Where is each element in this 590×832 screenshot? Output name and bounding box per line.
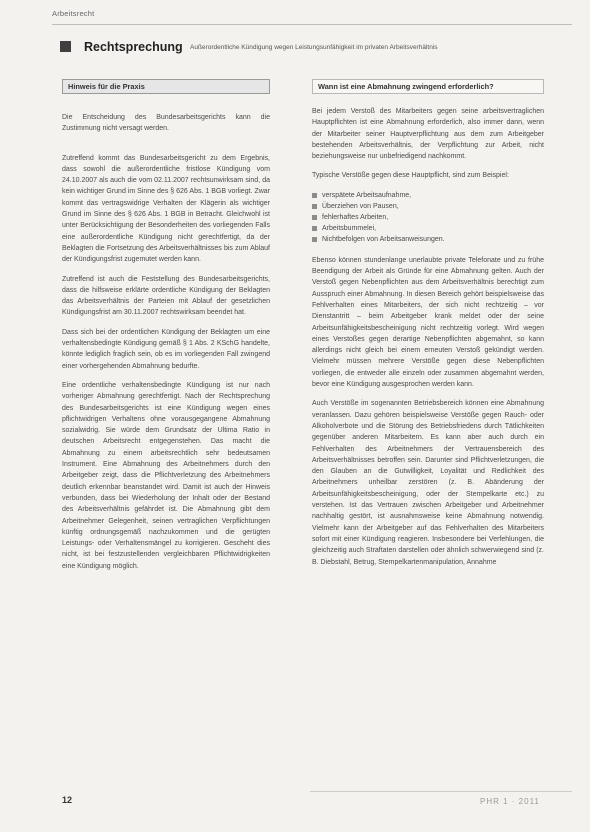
paragraph: Bei jedem Verstoß des Mitarbeiters gegen seine arbeitsvertraglichen Hauptpflichten ist eine Abmahnung erforderlich, also immer dann, wenn der Mitarbeiter seiner Hauptverpflichtung aus dem zum Arbeitgeber bestehenden Arbeitsverhältnis, der Verpflichtung zur Arbeit, nicht beziehungsweise nur unbefriedigend nachkommt. [312, 108, 544, 161]
square-bullet-icon [312, 226, 317, 231]
list-item: Überziehen von Pausen, [312, 201, 544, 212]
violation-list [312, 190, 544, 245]
paragraph: Zutreffend kommt das Bundesarbeitsgericht zu dem Ergebnis, dass sowohl die außerordentliche fristlose Kündigung vom 24.10.2007 als auch die vom 02.11.2007 rechtsunwirksam sind, da kein wichtiger Grund im Sinne des § 626 Abs. 1 BGB vorliegt. Zwar kommt das vertragswidrige Verhalten der Klägerin als wichtiger Grund im Sinne des § 626 Abs. 1 BGB in Betracht. Gleichwohl ist unter Berücksichtigung der Besonderheiten des vorliegenden Falls eine außerordentliche Kündigung nicht gerechtfertigt, da der Beklagten die Fortsetzung des Arbeitsverhältnisses bis zum Ablauf der Kündigungsfrist zugemutet werden kann. [62, 154, 270, 264]
list-item: Nichtbefolgen von Arbeitsanweisungen. [312, 234, 544, 245]
heading-marker-icon [60, 41, 71, 52]
list-item: verspätete Arbeitsaufnahme, [312, 190, 544, 201]
paragraph: Die Entscheidung des Bundesarbeitsgerichts kann die Zustimmung nicht versagt werden. [62, 114, 270, 133]
page-subtitle: Außerordentliche Kündigung wegen Leistungsunfähigkeit im privaten Arbeitsverhältnis [190, 44, 438, 51]
square-bullet-icon [312, 193, 317, 198]
square-bullet-icon [312, 215, 317, 220]
paragraph: Dass sich bei der ordentlichen Kündigung der Beklagten um eine verhaltensbedingte Kündigung gemäß § 1 Abs. 2 KSchG handelte, könnte lediglich fraglich sein, ob es im vorliegenden Fall zwingend einer vorhergehenden Abmahnung bedurfte. [62, 328, 270, 370]
paragraph: Typische Verstöße gegen diese Hauptpflicht, sind zum Beispiel: [312, 172, 509, 180]
footer-divider [310, 791, 572, 792]
right-column [312, 79, 544, 576]
paragraph: Eine ordentliche verhaltensbedingte Kündigung ist nur nach vorheriger Abmahnung gerechtfertigt. Nach der Rechtsprechung des Bundesarbeitsgerichts ist eine Kündigung wegen eines pflichtwidrigen Verhaltens ohne vorausgegangene Abmahnung sozialwidrig. Sie würde dem Grundsatz der Ultima Ratio in deutschen Arbeitsrecht entgegenstehen. Das macht die Abmahnung zu einem arbeitsrechtlich sehr bedeutsamen Instrument. Eine Abmahnung des Arbeitnehmers durch den Arbeitgeber zeigt, dass die Pflichtverletzung des Arbeitnehmers deutlich erkennbar beanstandet wird. Damit ist auch der Hinweis verbunden, dass bei Wiederholung der Inhalt oder der Bestand des Arbeitsverhältnis gefährdet ist. Die Abmahnung gibt dem Arbeitnehmer Gelegenheit, seinen vertraglichen Verpflichtungen künftig ordnungsgemäß nachzukommen und die gerügten Leistungs- oder Verhaltensmängel zu korrigieren. Gescheht dies nicht, ist bei festzustellenden vergleichbaren Pflichtwidrigkeiten eine Kündigung möglich. [62, 381, 270, 570]
page-title: Rechtsprechung [84, 40, 183, 54]
paragraph: Ebenso können stundenlange unerlaubte private Telefonate und zu frühe Beendigung der Arbeit als Gründe für eine Abmahnung gelten. Auch der Verstoß gegen Nebenpflichten aus dem Arbeitsverhältnis berechtigt zum Ausspruch einer Abmahnung. In diesen Bereich gehört beispielsweise das Fehlverhalten eines Mitarbeiters, der sich nicht rechtzeitig – vor Dienstantritt – beim Arbeitgeber krank meldet oder der seine Arbeitsunfähigkeitsbescheinigung nicht rechtzeitig vorlegt. Wird wegen eines Verstoßes gegen derartige Nebenpflichten abgemahnt, so kann allerdings nicht gleich bei einem erneuten Verstoß gekündigt werden. Vielmehr müssen mehrere Verstöße gegen diese Nebenpflichten vorliegen, die entweder alle einzeln oder zusammen abgemahnt werden, bevor eine Kündigung ausgesprochen werden kann. [312, 256, 544, 389]
square-bullet-icon [312, 237, 317, 242]
warning-question-heading: Wann ist eine Abmahnung zwingend erforderlich? [312, 79, 544, 94]
practice-note-heading: Hinweis für die Praxis [62, 79, 270, 94]
page-number: 12 [62, 795, 73, 805]
journal-issue: PHR 1 · 2011 [480, 797, 540, 806]
list-item: fehlerhaftes Arbeiten, [312, 212, 544, 223]
paragraph: Zutreffend ist auch die Feststellung des Bundesarbeitsgerichts, dass die hilfsweise erklärte ordentliche Kündigung der Beklagten das Arbeitsverhältnis der Parteien mit Ablauf der gesetzlichen Kündigungsfrist am 30.11.2007 rechtswirksam beendet hat. [62, 275, 270, 317]
square-bullet-icon [312, 204, 317, 209]
header-divider [52, 24, 572, 25]
section-tag: Arbeitsrecht [52, 9, 95, 18]
left-column [62, 79, 270, 580]
paragraph: Auch Verstöße im sogenannten Betriebsbereich können eine Abmahnung veranlassen. Dazu gehören beispielsweise Verstöße gegen Rauch- oder Alkoholverbote und die Störung des Betriebsfriedens durch Tätlichkeiten gegenüber anderen Mitarbeitern. Es kann aber auch durch ein Fehlverhalten des Arbeitnehmers der Vertrauensbereich des Arbeitsverhältnisses betroffen sein. Darunter sind Pflichtverletzungen, die den Glauben an die Gutwilligkeit, Loyalität und Redlichkeit des Arbeitnehmers unheilbar zerstören (z. B. Abänderung der Arbeitsunfähigkeitsbescheinigung, oder der Stempelkarte etc.) zu verstehen. Ist das Vertrauen zwischen Arbeitgeber und Arbeitnehmer nachhaltig gestört, ist ausnahmsweise keine Abmahnung notwendig. Vielmehr kann der Arbeitgeber auf das Fehlverhalten des Mitarbeiters sofort mit einer Kündigung reagieren. Insbesondere bei Verfehlungen, die gleichzeitig auch Straftaten darstellen oder ähnlich schwerwiegend sind (z. B. Diebstahl, Betrug, Stempelkartenmanipulation, Annahme [312, 400, 544, 566]
list-item: Arbeitsbummelei, [312, 223, 544, 234]
